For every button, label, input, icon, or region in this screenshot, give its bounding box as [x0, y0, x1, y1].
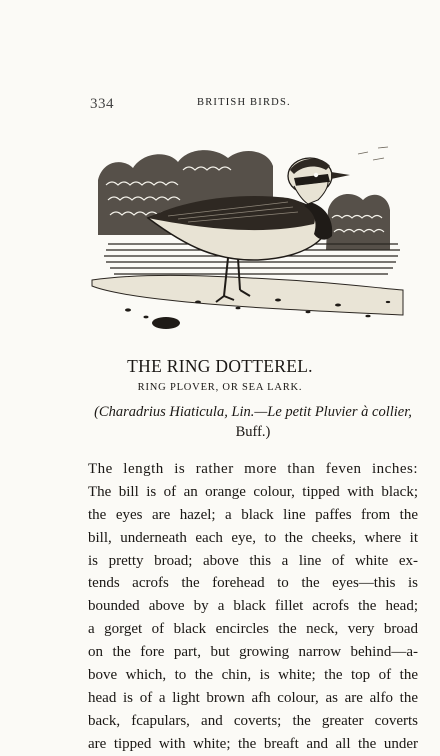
body-line: The length is rather more than feven inches: — [88, 461, 418, 477]
body-line: is pretty broad; above this a line of white ex- — [88, 552, 418, 569]
body-line: a gorget of black encircles the neck, very broad — [88, 621, 418, 638]
latin-names — [88, 402, 418, 442]
body-line: are tipped with white; the breaft and all the under — [88, 735, 418, 752]
page-number: 334 — [90, 96, 114, 112]
body-line: bove which, to the chin, is white; the top of the — [88, 667, 418, 684]
entry-title: THE RING DOTTEREL. — [127, 356, 313, 376]
body-line: back, fcapulars, and coverts; the greater coverts — [88, 712, 418, 729]
body-text — [88, 458, 418, 756]
latin-line: (Charadrius Hiaticula, Lin.—Le petit Pluvier à collier, — [94, 404, 412, 420]
body-line: on the fore part, but growing narrow behind—a- — [88, 644, 418, 661]
latin-line: Buff.) — [235, 424, 271, 440]
body-line: tends acrofs the forehead to the eyes—this is — [88, 575, 418, 592]
body-line: The bill is of an orange colour, tipped with black; — [88, 483, 418, 500]
body-line: the eyes are hazel; a black line paffes from the — [88, 506, 418, 523]
entry-subtitle: RING PLOVER, OR SEA LARK. — [137, 382, 303, 393]
ring-dotterel-woodcut — [88, 140, 408, 340]
body-line: bounded above by a black fillet acrofs the head; — [88, 598, 418, 615]
running-head: BRITISH BIRDS. — [197, 97, 291, 108]
body-line: head is of a light brown afh colour, as are alfo the — [88, 689, 418, 706]
body-line: bill, underneath each eye, to the cheeks, where it — [88, 529, 418, 546]
sky-marks — [358, 147, 388, 160]
